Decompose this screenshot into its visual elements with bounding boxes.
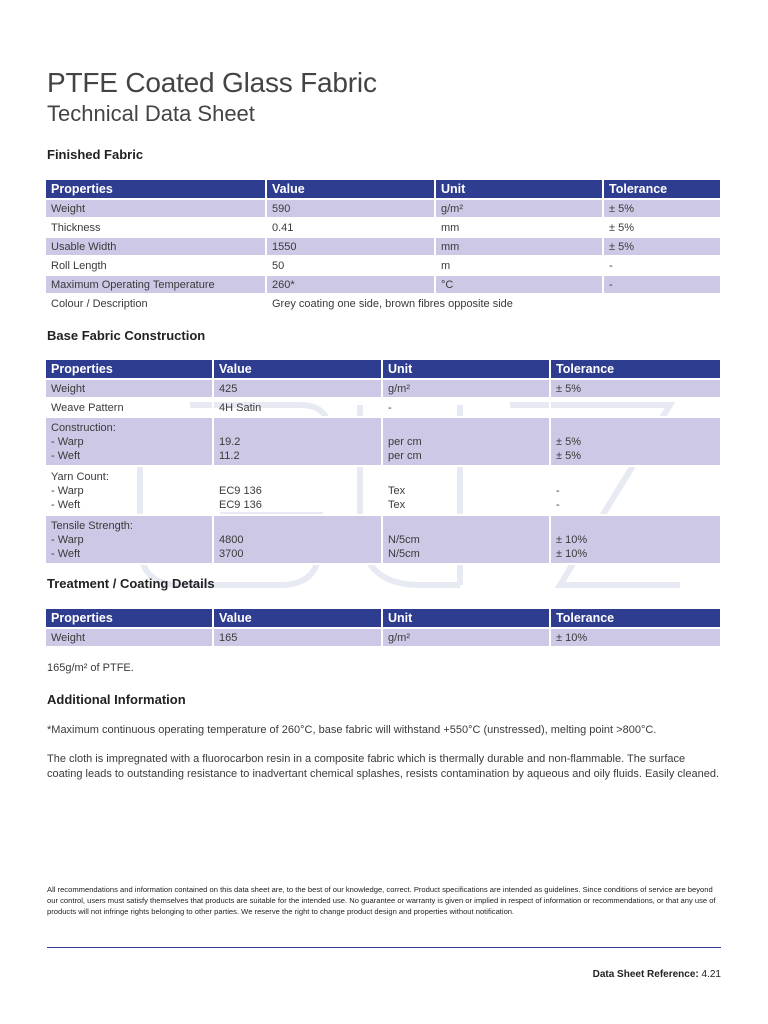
column-header: Tolerance — [604, 180, 720, 200]
column-header: Unit — [383, 360, 551, 380]
unit-cell: N/5cm N/5cm — [383, 516, 551, 565]
table-row — [46, 380, 720, 399]
table-header-row — [46, 360, 720, 380]
unit-cell: g/m² — [383, 629, 551, 648]
value-cell: 50 — [267, 257, 436, 276]
tolerance-cell: ± 5% — [604, 238, 720, 257]
data-sheet-reference — [593, 969, 721, 980]
table-row — [46, 629, 720, 648]
additional-info-heading: Additional Information — [47, 692, 186, 707]
tolerance-cell: ± 5% — [551, 380, 720, 399]
table-header-row — [46, 180, 720, 200]
property-cell: Weight — [46, 200, 267, 219]
temperature-footnote: *Maximum continuous operating temperature of 260°C, base fabric will withstand +550°C (unstressed), melting point >800°C. — [47, 724, 657, 736]
table-header-row — [46, 609, 720, 629]
tolerance-cell: ± 5% ± 5% — [551, 418, 720, 467]
tolerance-cell: - — [604, 257, 720, 276]
page-title: PTFE Coated Glass Fabric — [47, 67, 377, 98]
value-cell: 590 — [267, 200, 436, 219]
column-header: Unit — [436, 180, 604, 200]
value-cell: EC9 136 EC9 136 — [214, 467, 383, 516]
table-row — [46, 467, 720, 516]
table-row — [46, 200, 720, 219]
property-cell: Usable Width — [46, 238, 267, 257]
table-row — [46, 257, 720, 276]
property-cell: Weight — [46, 380, 214, 399]
table-row — [46, 418, 720, 467]
column-header: Properties — [46, 360, 214, 380]
unit-cell: - — [383, 399, 551, 418]
fabric-description: The cloth is impregnated with a fluorocarbon resin in a composite fabric which is thermally durable and non-flammable. The surface coating leads to outstanding resistance to inadvertant chemical splashes, resists contamination by aqueous and oily fluids. Easily cleaned. — [47, 753, 719, 780]
page-subtitle: Technical Data Sheet — [47, 101, 255, 126]
disclaimer-text: All recommendations and information contained on this data sheet are, to the best of our knowledge, correct. Product specifications are intended as guidelines. Since conditions of service are beyond our control, users must satisfy themselves that products are suitable for the intended use. No guarantee or warranty is given or implied in respect of information or recommendations, or that any use of products will not infringe rights belonging to other parties. We reserve the right to change product design and properties without notification. — [47, 885, 716, 916]
reference-label: Data Sheet Reference: — [592, 969, 699, 980]
unit-cell: Tex Tex — [383, 467, 551, 516]
tolerance-cell: ± 10% ± 10% — [551, 516, 720, 565]
unit-cell: mm — [436, 238, 604, 257]
property-cell: Colour / Description — [46, 295, 267, 314]
property-cell: Weight — [46, 629, 214, 648]
base-fabric-table — [46, 360, 720, 565]
property-cell: Yarn Count: - Warp - Weft — [46, 467, 214, 516]
tolerance-cell: ± 5% — [604, 200, 720, 219]
value-cell: 165 — [214, 629, 383, 648]
tolerance-cell: - — [604, 276, 720, 295]
property-cell: Maximum Operating Temperature — [46, 276, 267, 295]
tolerance-cell: ± 5% — [604, 219, 720, 238]
treatment-table — [46, 609, 720, 648]
treatment-heading: Treatment / Coating Details — [47, 576, 215, 591]
table-row — [46, 238, 720, 257]
column-header: Value — [214, 360, 383, 380]
reference-value: 4.21 — [701, 969, 721, 980]
table-row — [46, 399, 720, 418]
unit-cell: mm — [436, 219, 604, 238]
column-header: Tolerance — [551, 609, 720, 629]
column-header: Value — [214, 609, 383, 629]
tolerance-cell: - - — [551, 467, 720, 516]
unit-cell: °C — [436, 276, 604, 295]
footer-divider — [47, 947, 721, 948]
unit-cell: per cm per cm — [383, 418, 551, 467]
property-cell: Construction: - Warp - Weft — [46, 418, 214, 467]
value-cell: Grey coating one side, brown fibres opposite side — [267, 295, 720, 314]
column-header: Properties — [46, 609, 214, 629]
treatment-note: 165g/m² of PTFE. — [47, 662, 134, 674]
base-fabric-heading: Base Fabric Construction — [47, 328, 206, 343]
value-cell: 1550 — [267, 238, 436, 257]
value-cell: 0.41 — [267, 219, 436, 238]
column-header: Value — [267, 180, 436, 200]
value-cell: 4H Satin — [214, 399, 383, 418]
finished-fabric-heading: Finished Fabric — [47, 147, 144, 162]
value-cell: 4800 3700 — [214, 516, 383, 565]
property-cell: Thickness — [46, 219, 267, 238]
table-row — [46, 516, 720, 565]
value-cell: 19.2 11.2 — [214, 418, 383, 467]
table-row — [46, 276, 720, 295]
column-header: Tolerance — [551, 360, 720, 380]
value-cell: 260* — [267, 276, 436, 295]
finished-fabric-table — [46, 180, 720, 314]
tolerance-cell: ± 10% — [551, 629, 720, 648]
property-cell: Tensile Strength: - Warp - Weft — [46, 516, 214, 565]
table-row — [46, 295, 720, 314]
tolerance-cell — [551, 399, 720, 418]
value-cell: 425 — [214, 380, 383, 399]
unit-cell: g/m² — [383, 380, 551, 399]
table-row — [46, 219, 720, 238]
unit-cell: g/m² — [436, 200, 604, 219]
column-header: Unit — [383, 609, 551, 629]
property-cell: Weave Pattern — [46, 399, 214, 418]
column-header: Properties — [46, 180, 267, 200]
property-cell: Roll Length — [46, 257, 267, 276]
unit-cell: m — [436, 257, 604, 276]
